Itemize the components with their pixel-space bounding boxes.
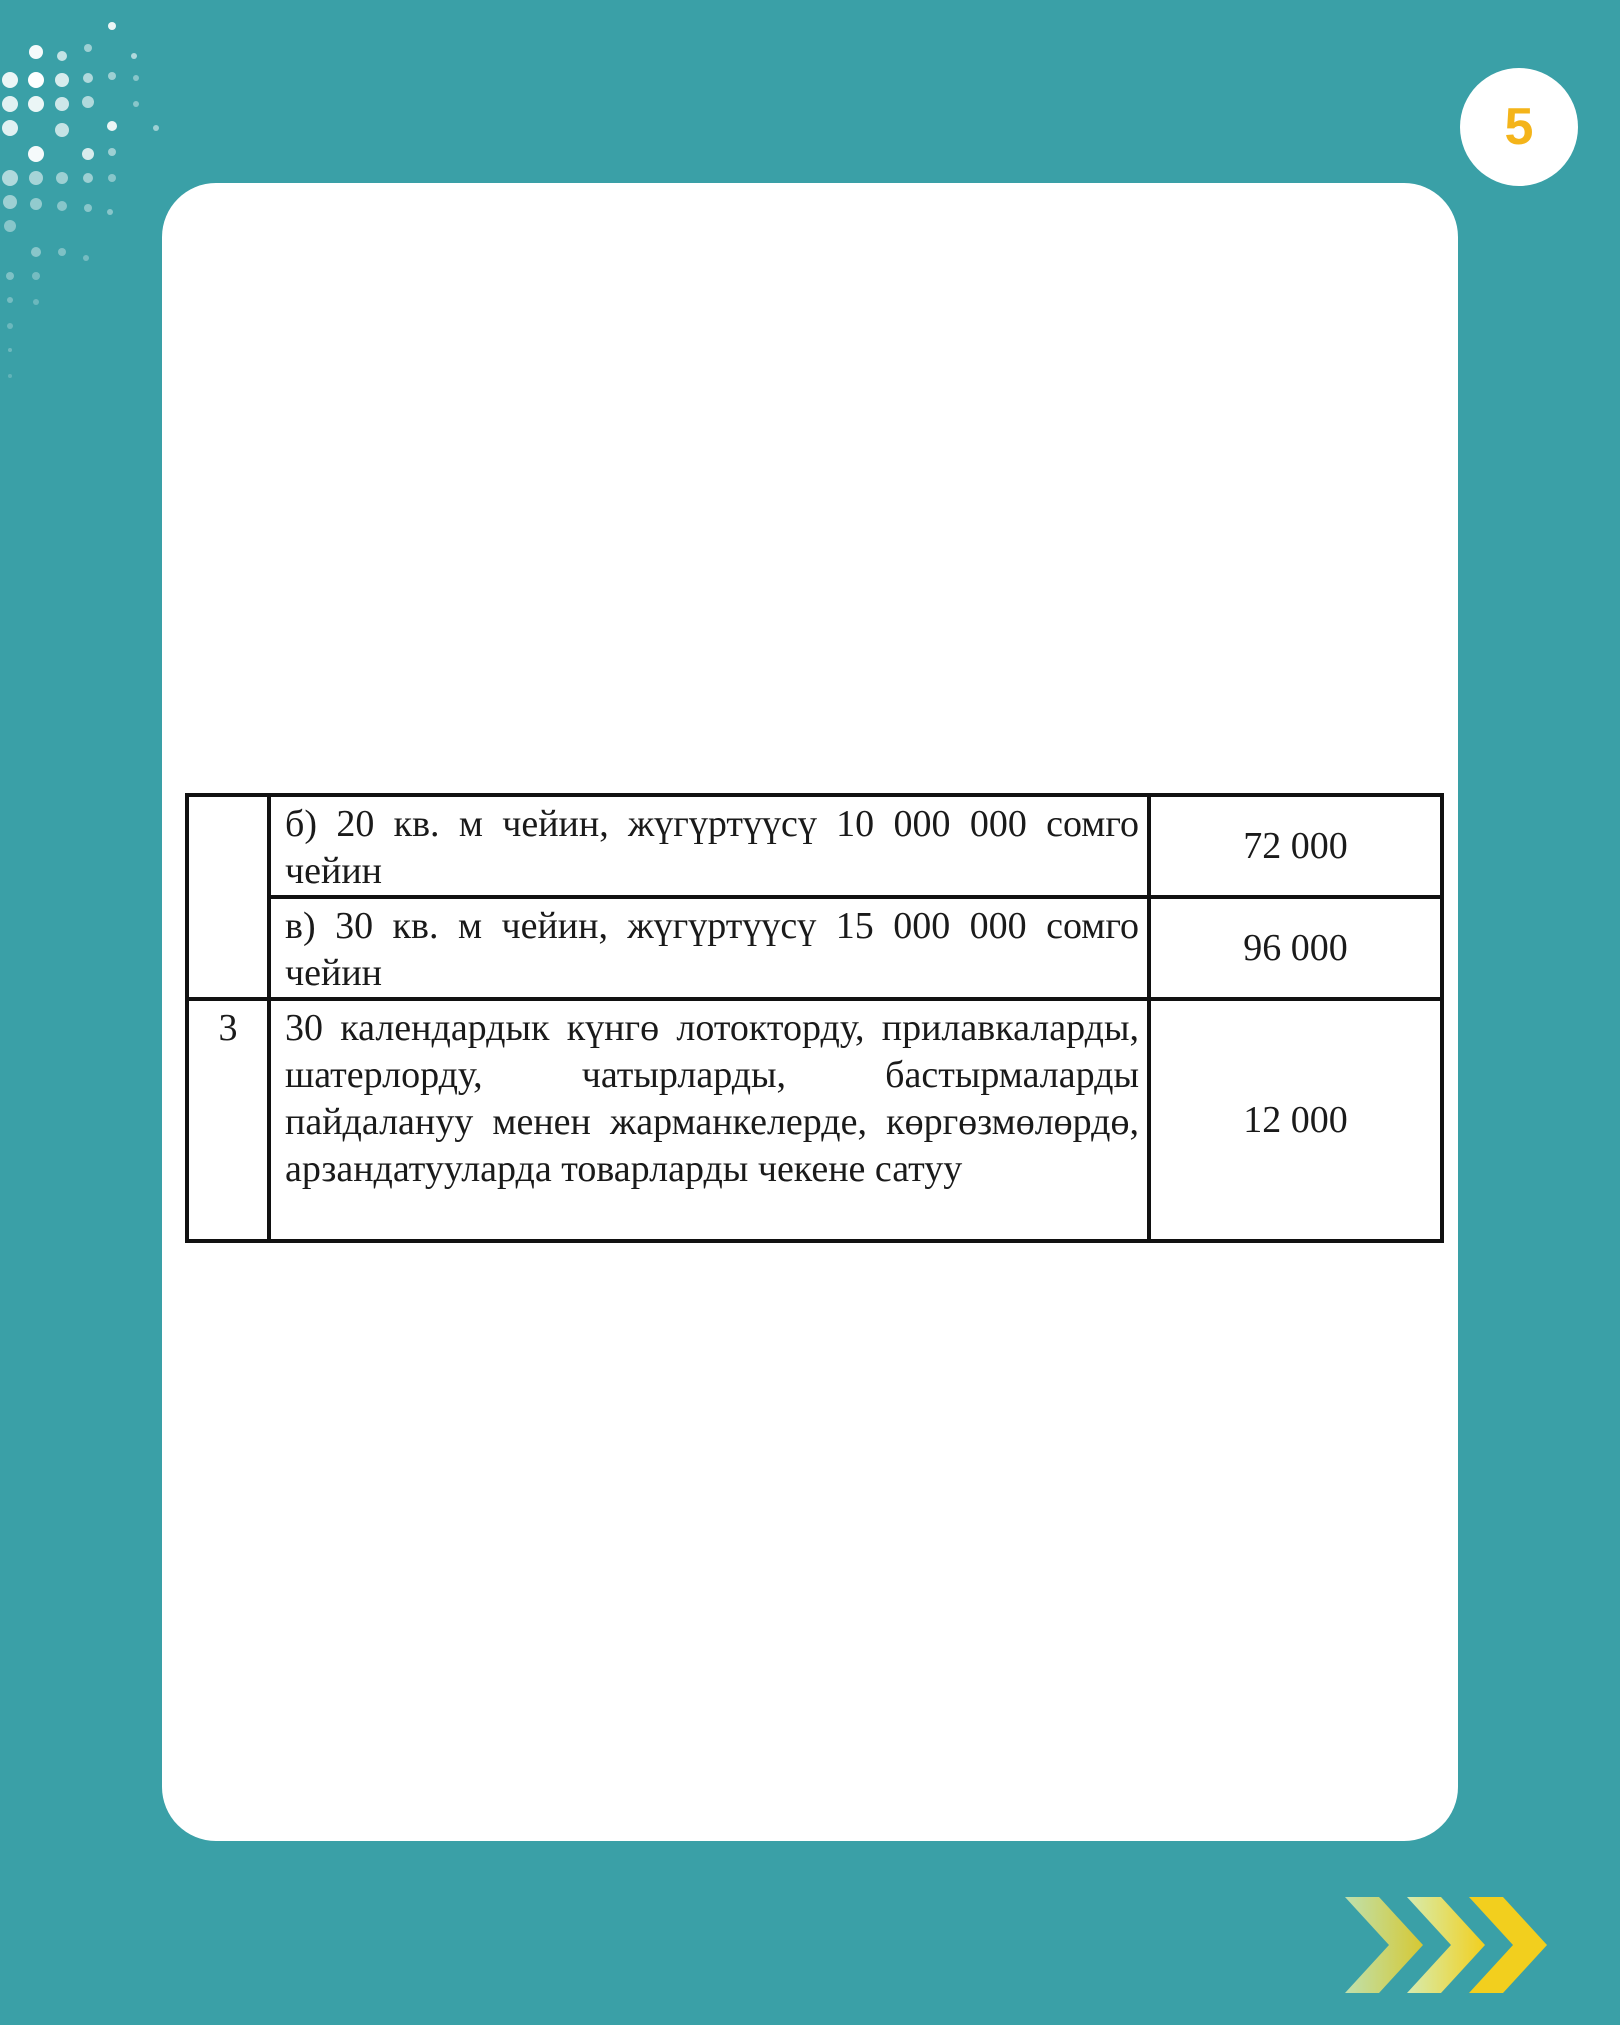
page-number-badge [1460,68,1578,186]
table-cell-amount: 12 000 [1149,999,1442,1241]
table-row [187,999,1442,1241]
chevron-right-icon [1345,1895,1555,1995]
table-cell-description: 30 календардык күнгө лотокторду, прилавкаларды, шатерлорду, чатырларды, бастырмаларды пайдалануу менен жарманкелерде, көргөзмөлөрдө, арзандатууларда товарларды чекене сатуу [269,999,1149,1241]
table-row [187,795,1442,897]
table-cell-number [187,795,269,999]
fee-table [185,793,1444,1243]
table-cell-description: б) 20 кв. м чейин, жүгүртүүсү 10 000 000 сомго чейин [269,795,1149,897]
table-row [187,897,1442,999]
table-cell-description: в) 30 кв. м чейин, жүгүртүүсү 15 000 000 сомго чейин [269,897,1149,999]
document-card [162,183,1458,1841]
dots-pattern-icon [0,0,180,400]
table-cell-number: 3 [187,999,269,1241]
table-cell-amount: 72 000 [1149,795,1442,897]
page-number: 5 [1504,98,1534,156]
table-cell-amount: 96 000 [1149,897,1442,999]
